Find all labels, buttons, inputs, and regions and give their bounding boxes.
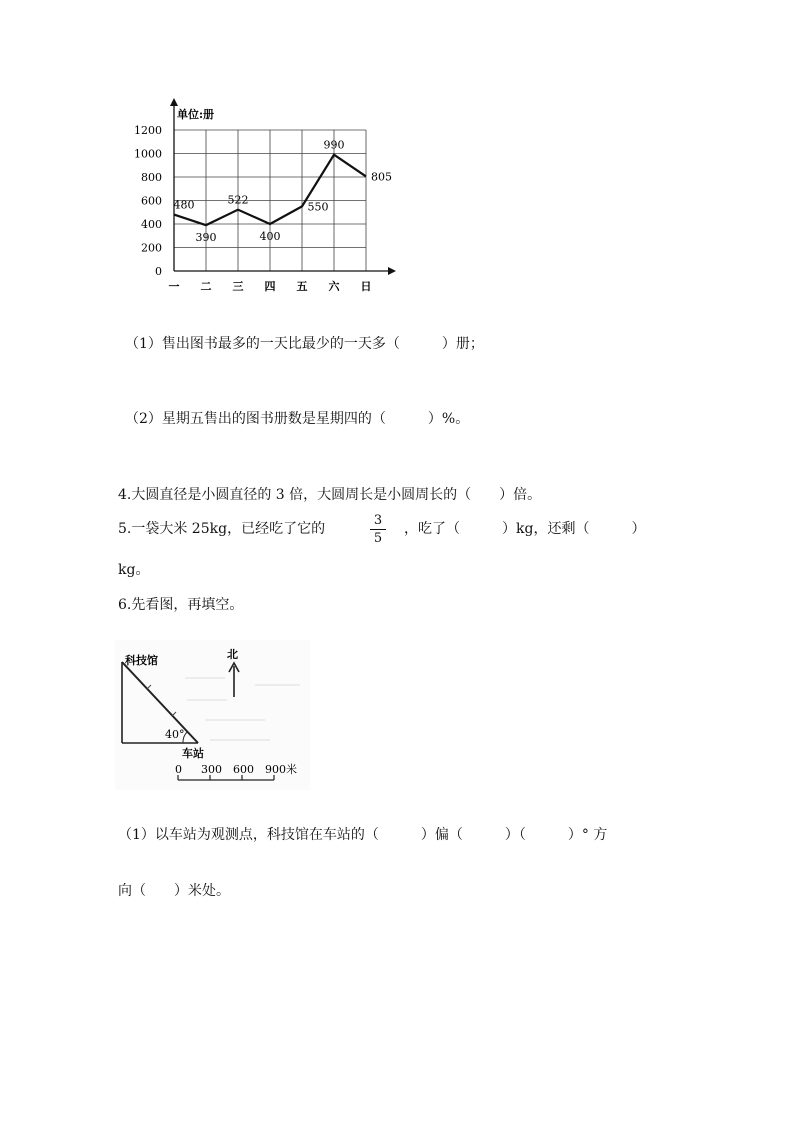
book-sales-line-chart (120, 90, 410, 305)
y-tick-label: 0 (155, 265, 162, 278)
data-label: 400 (259, 230, 281, 243)
data-label: 390 (195, 231, 217, 245)
station-label: 车站 (182, 747, 204, 760)
data-label: 805 (371, 170, 392, 184)
x-tick-label: 四 (264, 280, 276, 293)
scale-label-0: 0 (175, 763, 182, 776)
question-5-part-b: ，吃了（ ）kg，还剩（ ） (404, 521, 646, 537)
y-tick-label: 600 (141, 194, 162, 208)
scale-label-900: 900米 (265, 763, 297, 776)
question-6-1-part-b: 向（ ）米处。 (118, 883, 230, 899)
x-tick-label: 二 (200, 280, 212, 293)
question-4: 4.大圆直径是小圆直径的 3 倍，大圆周长是小圆周长的（ ）倍。 (118, 487, 542, 503)
x-tick-labels (169, 279, 372, 293)
y-tick-label: 200 (141, 241, 162, 255)
question-3-1: （1）售出图书最多的一天比最少的一天多（ ）册； (125, 336, 484, 352)
y-axis-arrow-icon (170, 98, 178, 106)
museum-label: 科技馆 (125, 654, 158, 667)
data-label: 480 (173, 198, 195, 212)
y-tick-label: 1200 (134, 124, 162, 137)
direction-map (115, 640, 310, 790)
fraction-denominator: 5 (373, 531, 383, 546)
fraction-three-fifths (367, 513, 389, 546)
question-5-part-c: kg。 (118, 562, 150, 578)
question-3-2: （2）星期五售出的图书册数是星期四的（ ）%。 (125, 411, 470, 427)
question-6: 6.先看图，再填空。 (118, 597, 244, 613)
x-tick-label: 一 (168, 280, 180, 293)
question-5-part-a: 5.一袋大米 25kg，已经吃了它的 (118, 521, 326, 537)
data-label: 990 (323, 138, 345, 152)
x-tick-label: 五 (296, 280, 308, 293)
data-label: 522 (227, 193, 249, 207)
fraction-numerator: 3 (373, 513, 383, 528)
y-tick-label: 400 (141, 218, 162, 231)
x-axis-arrow-icon (388, 267, 396, 275)
x-tick-label: 三 (232, 280, 244, 293)
angle-label: 40° (165, 728, 185, 741)
chart-axes (170, 98, 396, 275)
x-tick-label: 六 (328, 280, 340, 293)
question-6-1-part-a: （1）以车站为观测点，科技馆在车站的（ ）偏（ ）（ ）° 方 (118, 827, 608, 843)
y-tick-label: 1000 (134, 147, 162, 161)
data-label: 550 (307, 200, 329, 214)
scale-label-600: 600 (233, 763, 254, 776)
chart-unit-label: 单位:册 (177, 108, 215, 121)
scale-label-300: 300 (201, 763, 222, 776)
north-label: 北 (227, 648, 238, 661)
y-tick-label: 800 (141, 171, 162, 184)
y-tick-labels (134, 124, 162, 278)
x-tick-label: 日 (360, 280, 372, 293)
fraction-bar (370, 529, 386, 530)
